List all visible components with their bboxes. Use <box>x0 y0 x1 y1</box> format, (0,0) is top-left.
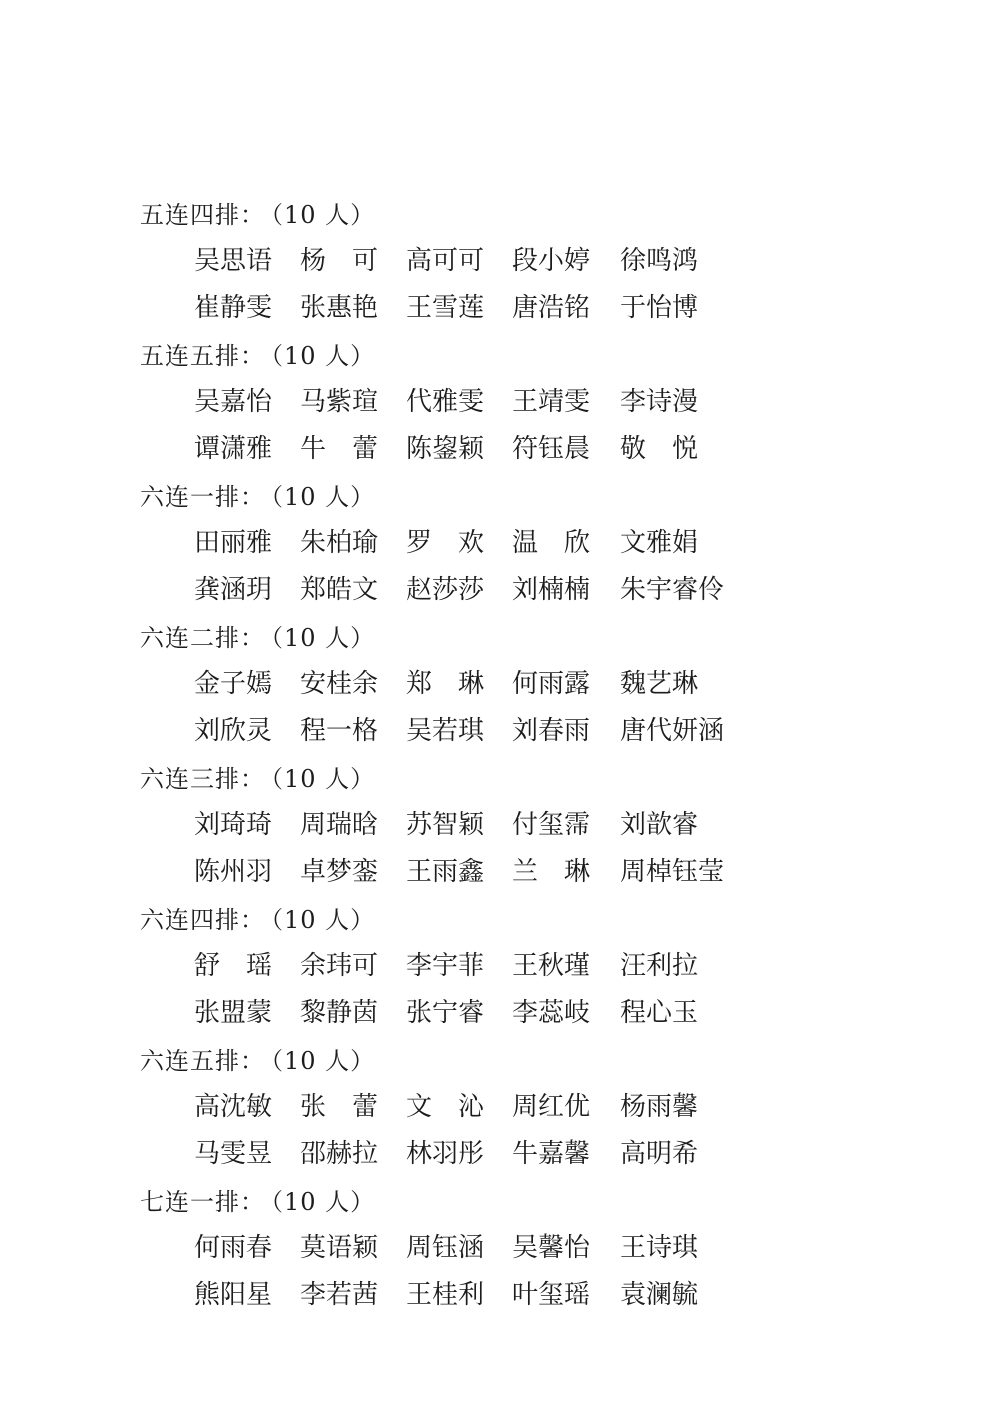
student-name: 徐鸣鸿 <box>620 246 699 276</box>
student-name: 郑 琳 <box>406 669 485 699</box>
student-name: 吴嘉怡 <box>194 387 273 417</box>
student-name: 魏艺琳 <box>620 669 699 699</box>
section-count: （10 人） <box>271 1047 376 1075</box>
section-heading <box>140 1046 375 1076</box>
student-name: 田丽雅 <box>194 528 273 558</box>
section-count: （10 人） <box>271 624 376 652</box>
student-name: 敬 悦 <box>620 434 699 464</box>
student-name: 郑皓文 <box>300 575 379 605</box>
name-row <box>0 527 1000 559</box>
student-name: 余玮可 <box>300 951 379 981</box>
student-name: 兰 琳 <box>512 857 591 887</box>
section-heading <box>140 200 375 230</box>
section-title: 六连一排： <box>140 483 265 511</box>
name-row <box>0 668 1000 700</box>
student-name: 袁澜毓 <box>620 1280 699 1310</box>
student-name: 吴思语 <box>194 246 273 276</box>
name-row <box>0 1091 1000 1123</box>
section-heading <box>140 764 375 794</box>
student-name: 王桂利 <box>406 1280 485 1310</box>
student-name: 谭潇雅 <box>194 434 273 464</box>
student-name: 高沈敏 <box>194 1092 273 1122</box>
name-row <box>0 433 1000 465</box>
student-name: 林羽彤 <box>406 1139 485 1169</box>
section-title: 六连四排： <box>140 906 265 934</box>
student-name: 王雨鑫 <box>406 857 485 887</box>
student-name: 赵莎莎 <box>406 575 485 605</box>
student-name: 汪利拉 <box>620 951 699 981</box>
student-name: 卓梦銮 <box>300 857 379 887</box>
name-row <box>0 950 1000 982</box>
student-name: 叶玺瑶 <box>512 1280 591 1310</box>
section-heading <box>140 341 375 371</box>
student-name: 段小婷 <box>512 246 591 276</box>
student-name: 张惠艳 <box>300 293 379 323</box>
student-name: 吴若琪 <box>406 716 485 746</box>
student-name: 马紫瑄 <box>300 387 379 417</box>
student-name: 李蕊岐 <box>512 998 591 1028</box>
section-count: （10 人） <box>271 765 376 793</box>
section-title: 五连五排： <box>140 342 265 370</box>
name-row <box>0 1232 1000 1264</box>
student-name: 程心玉 <box>620 998 699 1028</box>
name-row <box>0 997 1000 1029</box>
student-name: 周瑞晗 <box>300 810 379 840</box>
student-name: 朱柏瑜 <box>300 528 379 558</box>
student-name: 金子嫣 <box>194 669 273 699</box>
student-name: 李若茜 <box>300 1280 379 1310</box>
student-name: 罗 欢 <box>406 528 485 558</box>
name-row <box>0 1138 1000 1170</box>
section-count: （10 人） <box>271 1188 376 1216</box>
student-name: 周红优 <box>512 1092 591 1122</box>
student-name: 陈州羽 <box>194 857 273 887</box>
student-name: 文 沁 <box>406 1092 485 1122</box>
student-name: 付玺霈 <box>512 810 591 840</box>
student-name: 邵赫拉 <box>300 1139 379 1169</box>
section-count: （10 人） <box>271 201 376 229</box>
student-name: 吴馨怡 <box>512 1233 591 1263</box>
student-name: 王秋瑾 <box>512 951 591 981</box>
student-name: 王靖雯 <box>512 387 591 417</box>
student-name: 刘欣灵 <box>194 716 273 746</box>
student-name: 高可可 <box>406 246 485 276</box>
student-name: 苏智颖 <box>406 810 485 840</box>
section-count: （10 人） <box>271 906 376 934</box>
student-name: 唐代妍涵 <box>620 716 725 746</box>
student-name: 张盟蒙 <box>194 998 273 1028</box>
student-name: 崔静雯 <box>194 293 273 323</box>
student-name: 张宁睿 <box>406 998 485 1028</box>
student-name: 张 蕾 <box>300 1092 379 1122</box>
student-name: 朱宇睿伶 <box>620 575 725 605</box>
student-name: 莫语颖 <box>300 1233 379 1263</box>
student-name: 刘楠楠 <box>512 575 591 605</box>
student-name: 李诗漫 <box>620 387 699 417</box>
student-name: 黎静茵 <box>300 998 379 1028</box>
student-name: 陈鋆颖 <box>406 434 485 464</box>
student-name: 唐浩铭 <box>512 293 591 323</box>
student-name: 安桂余 <box>300 669 379 699</box>
student-name: 杨 可 <box>300 246 379 276</box>
student-name: 马雯昱 <box>194 1139 273 1169</box>
section-title: 六连二排： <box>140 624 265 652</box>
student-name: 杨雨馨 <box>620 1092 699 1122</box>
student-name: 程一格 <box>300 716 379 746</box>
student-name: 刘歆睿 <box>620 810 699 840</box>
student-name: 温 欣 <box>512 528 591 558</box>
student-name: 周棹钰莹 <box>620 857 725 887</box>
student-name: 刘春雨 <box>512 716 591 746</box>
section-title: 六连三排： <box>140 765 265 793</box>
student-name: 李宇菲 <box>406 951 485 981</box>
name-row <box>0 292 1000 324</box>
name-row <box>0 245 1000 277</box>
section-count: （10 人） <box>271 483 376 511</box>
section-title: 七连一排： <box>140 1188 265 1216</box>
student-name: 周钰涵 <box>406 1233 485 1263</box>
student-name: 代雅雯 <box>406 387 485 417</box>
section-title: 六连五排： <box>140 1047 265 1075</box>
student-name: 牛 蕾 <box>300 434 379 464</box>
name-row <box>0 386 1000 418</box>
student-name: 牛嘉馨 <box>512 1139 591 1169</box>
student-name: 刘琦琦 <box>194 810 273 840</box>
name-row <box>0 715 1000 747</box>
student-name: 龚涵玥 <box>194 575 273 605</box>
section-title: 五连四排： <box>140 201 265 229</box>
student-name: 王雪莲 <box>406 293 485 323</box>
student-name: 符钰晨 <box>512 434 591 464</box>
section-count: （10 人） <box>271 342 376 370</box>
name-row <box>0 1279 1000 1311</box>
student-name: 舒 瑶 <box>194 951 273 981</box>
student-name: 于怡博 <box>620 293 699 323</box>
student-name: 文雅娟 <box>620 528 699 558</box>
name-row <box>0 809 1000 841</box>
section-heading <box>140 905 375 935</box>
student-name: 何雨春 <box>194 1233 273 1263</box>
name-row <box>0 574 1000 606</box>
student-name: 熊阳星 <box>194 1280 273 1310</box>
student-name: 高明希 <box>620 1139 699 1169</box>
student-name: 何雨露 <box>512 669 591 699</box>
section-heading <box>140 482 375 512</box>
section-heading <box>140 623 375 653</box>
name-row <box>0 856 1000 888</box>
section-heading <box>140 1187 375 1217</box>
student-name: 王诗琪 <box>620 1233 699 1263</box>
